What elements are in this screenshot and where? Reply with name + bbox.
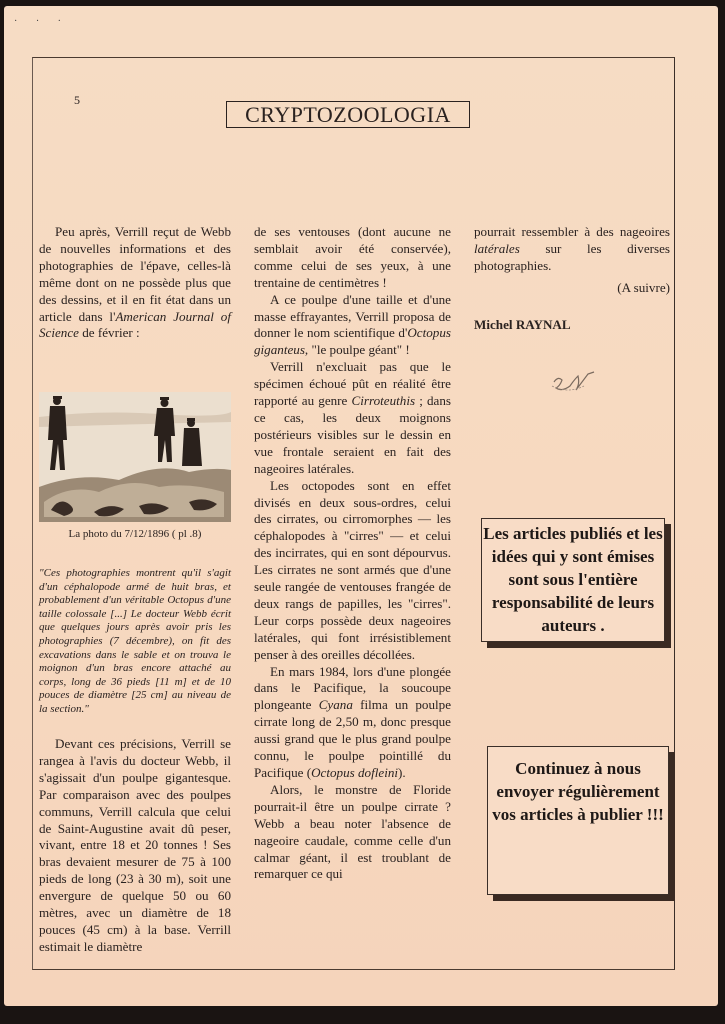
fins-text-b: sur les diverses photographies. (474, 240, 670, 273)
paragraph-verrill-calculation: Devant ces précisions, Verrill se rangea à l'avis du docteur Webb, il s'agissait d'un poulpe gigantesque. Par comparaison avec des poulpes communs, Verrill calcula que celui de Saint-Augustine avait dû peser, vivant, entre 18 et 20 tonnes ! Ses bras devaient mesurer de 75 à 100 pieds de long (23 à 30 m), soit une envergure de quelque 50 ou 60 mètres, avec un diamètre de 18 pouces (45 cm) à la base. Verrill estimait le diamètre (39, 736, 231, 954)
scan-marks: · · · (14, 16, 69, 27)
species-name: Octopus giganteus (254, 325, 451, 358)
call-to-action-notice: Continuez à nous envoyer régulièrement vos articles à publier !!! (487, 746, 669, 895)
fins-text-a: pourrait ressembler à des nageoires (474, 224, 670, 239)
paragraph-1984 (254, 664, 451, 782)
paragraph-fins (474, 224, 670, 275)
column-1-continued (39, 736, 231, 956)
cirro-text-a: Verrill n'excluait pas que le spécimen échoué pût en réalité être rapporté au genre (254, 359, 451, 409)
paragraph-florida-monster: Alors, le monstre de Floride pourrait-il être un poulpe cirrate ? Webb a beau noter l'absence de nageoire caudale, comme celle d'un calmar géant, il est troublant de remarquer ce qui (254, 781, 451, 882)
paragraph-cirroteuthis (254, 359, 451, 477)
paragraph-octopodes: Les octopodes sont en effet divisés en deux sous-ordres, celui des cirrates, ou cirromorphes — les céphalopodes à "cirres" — et celui des incirrates, qui en sont dépourvus. Les cirrates ne sont armés que d'une seule rangée de ventouses frangée de deux rangs de papilles, les "cirres". Leur corps possède deux nageoires latérales, qui font irrésistiblement penser à des oreilles décollées. (254, 477, 451, 662)
intro-text-b: de février : (78, 325, 140, 341)
quoted-passage: "Ces photographies montrent qu'il s'agit d'un céphalopode armé de huit bras, et probablement d'un véritable Octopus d'une taille colossale [...] Le docteur Webb écrit que quelques jours après avoir pris les photographies (7 décembre), on fit des excavations dans le sable et on trouva le moignon d'un bras encore attaché au corps, long de 36 pieds [11 m] et de 10 pouces de diamètre [25 cm] au niveau de la section." (39, 567, 231, 715)
beach-photo-icon (39, 392, 231, 522)
disclaimer-notice: Les articles publiés et les idées qui y sont émises sont sous l'entière responsabilité de leurs auteurs . (481, 518, 665, 642)
dive-text-b: filma un poulpe cirrate long de 2,50 m, donc presque aussi grand que le plus grand poulpe connu, le poulpe pointillé du Pacifique ( (254, 697, 452, 780)
cirro-text-b: ; dans ce cas, les deux moignons postérieurs visibles sur le dessin en vue frontale seraient en fait des nageoires latérales. (254, 393, 451, 476)
page-title: CRYPTOZOOLOGIA (226, 101, 470, 128)
intro-text-a: Peu après, Verrill reçut de Webb de nouvelles informations et des photographies de l'épave, celles-là même dont on ne possède plus que des dessins, et il en fit état dans un article dans l' (39, 224, 231, 324)
author-name: Michel RAYNAL (474, 316, 571, 332)
photo-caption: La photo du 7/12/1896 ( pl .8) (68, 528, 202, 540)
naming-text-b: , "le poulpe géant" ! (304, 342, 410, 358)
naming-text-a: A ce poulpe d'une taille et d'une masse effrayantes, Verrill proposa de donner le nom scientifique d' (254, 291, 451, 341)
column-3 (474, 224, 670, 334)
paragraph-suckers: de ses ventouses (dont aucune ne semblait avoir été conservée), comme celui de ses yeux, à une trentaine de centimètres ! (254, 224, 451, 290)
signature-flourish-icon (548, 368, 598, 396)
to-be-continued: (A suivre) (617, 279, 670, 295)
fins-italic: latérales (474, 240, 520, 256)
page-number: 5 (74, 93, 80, 107)
genus-name: Cirroteuthis (351, 393, 416, 409)
paragraph-naming (254, 292, 451, 360)
octopus-species: Octopus dofleini (311, 765, 399, 780)
dive-text-c: ). (398, 765, 406, 780)
submersible-name: Cyana (318, 697, 353, 713)
column-2 (254, 224, 451, 883)
dive-text-a: En mars 1984, lors d'une plongée dans le Pacifique, la soucoupe plongeante (254, 663, 451, 713)
column-1-intro (39, 224, 231, 342)
journal-name: American Journal of Science (39, 308, 231, 341)
